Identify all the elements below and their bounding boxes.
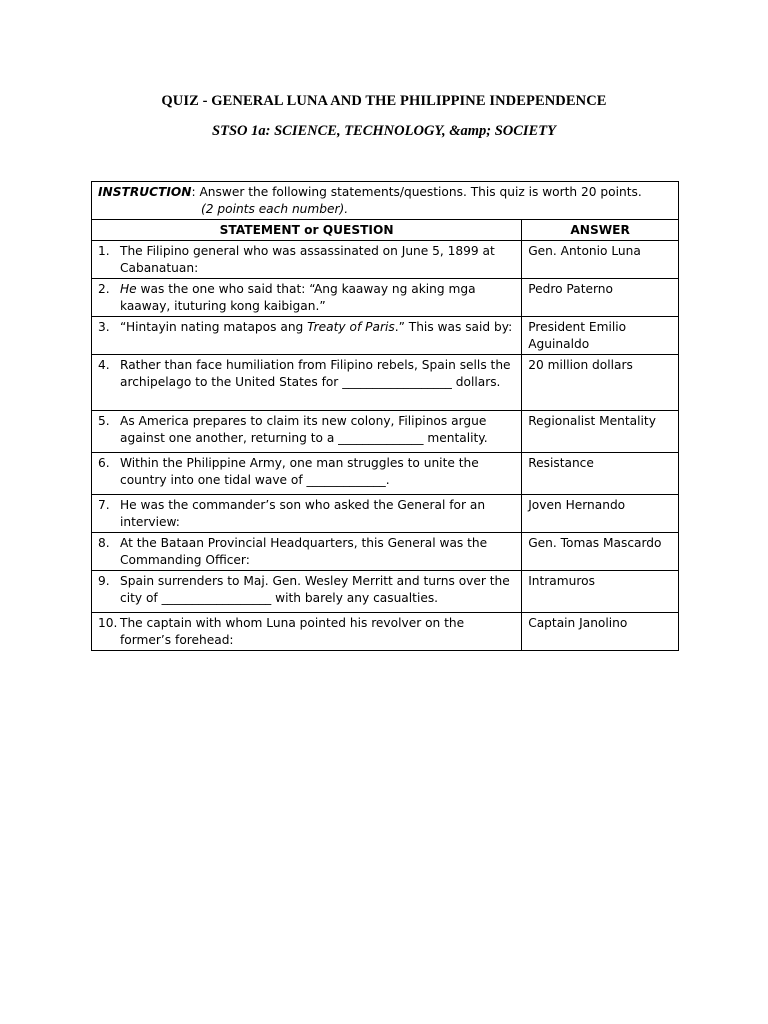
question-cell (92, 279, 522, 317)
question-text-wrap (120, 281, 515, 315)
answer-cell: Joven Hernando (522, 495, 679, 533)
answer-cell: Gen. Tomas Mascardo (522, 533, 679, 571)
question-number: 7. (98, 498, 110, 512)
header-question: STATEMENT or QUESTION (92, 220, 522, 241)
table-row (92, 355, 679, 411)
question-text: Rather than face humiliation from Filipino rebels, Spain sells the archipelago to the United States for __________________ dollars. (120, 358, 511, 389)
question-text: The Filipino general who was assassinated on June 5, 1899 at Cabanatuan: (120, 244, 495, 275)
answer-cell: Captain Janolino (522, 613, 679, 651)
table-row (92, 613, 679, 651)
table-row (92, 571, 679, 613)
question-cell (92, 453, 522, 495)
question-cell (92, 533, 522, 571)
question-text: Within the Philippine Army, one man struggles to unite the country into one tidal wave of _____________. (120, 456, 479, 487)
question-cell (92, 571, 522, 613)
question-text: As America prepares to claim its new colony, Filipinos argue against one another, returning to a ______________ mentality. (120, 414, 488, 445)
question-number: 10. (98, 616, 118, 630)
answer-cell: President Emilio Aguinaldo (522, 317, 679, 355)
table-row (92, 453, 679, 495)
instruction-cell (92, 182, 679, 220)
question-cell (92, 613, 522, 651)
question-number: 1. (98, 244, 110, 258)
instruction-label: INSTRUCTION (98, 185, 192, 199)
question-number: 9. (98, 574, 110, 588)
table-row (92, 241, 679, 279)
table-row (92, 533, 679, 571)
header-answer: ANSWER (522, 220, 679, 241)
table-row (92, 495, 679, 533)
question-cell (92, 495, 522, 533)
table-row (92, 411, 679, 453)
question-text: At the Bataan Provincial Headquarters, this General was the Commanding Officer: (120, 536, 488, 567)
question-text: was the one who said that: “Ang kaaway ng aking mga kaaway, ituturing kong kaibigan.” (120, 282, 476, 313)
answer-cell: 20 million dollars (522, 355, 679, 411)
question-text: The captain with whom Luna pointed his revolver on the former’s forehead: (120, 616, 465, 647)
question-number: 8. (98, 536, 110, 550)
table-row (92, 279, 679, 317)
question-cell (92, 355, 522, 411)
answer-cell: Intramuros (522, 571, 679, 613)
question-cell (92, 241, 522, 279)
answer-cell: Gen. Antonio Luna (522, 241, 679, 279)
question-text-wrap (120, 319, 515, 336)
question-cell (92, 411, 522, 453)
question-text-italic: He (120, 282, 137, 296)
instruction-note: (2 points each number). (201, 202, 349, 216)
question-cell (92, 317, 522, 355)
question-text: Spain surrenders to Maj. Gen. Wesley Merritt and turns over the city of __________________ with barely any casualties. (120, 574, 510, 605)
header-row (92, 220, 679, 241)
question-number: 3. (98, 320, 110, 334)
answer-cell: Pedro Paterno (522, 279, 679, 317)
question-number: 5. (98, 414, 110, 428)
quiz-title: QUIZ - GENERAL LUNA AND THE PHILIPPINE INDEPENDENCE (161, 93, 607, 109)
instruction-text: : Answer the following statements/questions. This quiz is worth 20 points. (191, 185, 642, 199)
question-number: 4. (98, 358, 110, 372)
answer-cell: Resistance (522, 453, 679, 495)
instruction-row (92, 182, 679, 220)
table-row (92, 317, 679, 355)
question-text: He was the commander’s son who asked the General for an interview: (120, 498, 486, 529)
question-text-after: .” This was said by: (394, 320, 513, 334)
question-text: “Hintayin nating matapos ang (120, 320, 308, 334)
course-subtitle: STSO 1a: SCIENCE, TECHNOLOGY, &amp; SOCIETY (212, 123, 556, 139)
question-text-italic: Treaty of Paris (307, 320, 395, 334)
quiz-table (91, 181, 679, 651)
question-number: 6. (98, 456, 110, 470)
question-number: 2. (98, 282, 110, 296)
answer-cell: Regionalist Mentality (522, 411, 679, 453)
